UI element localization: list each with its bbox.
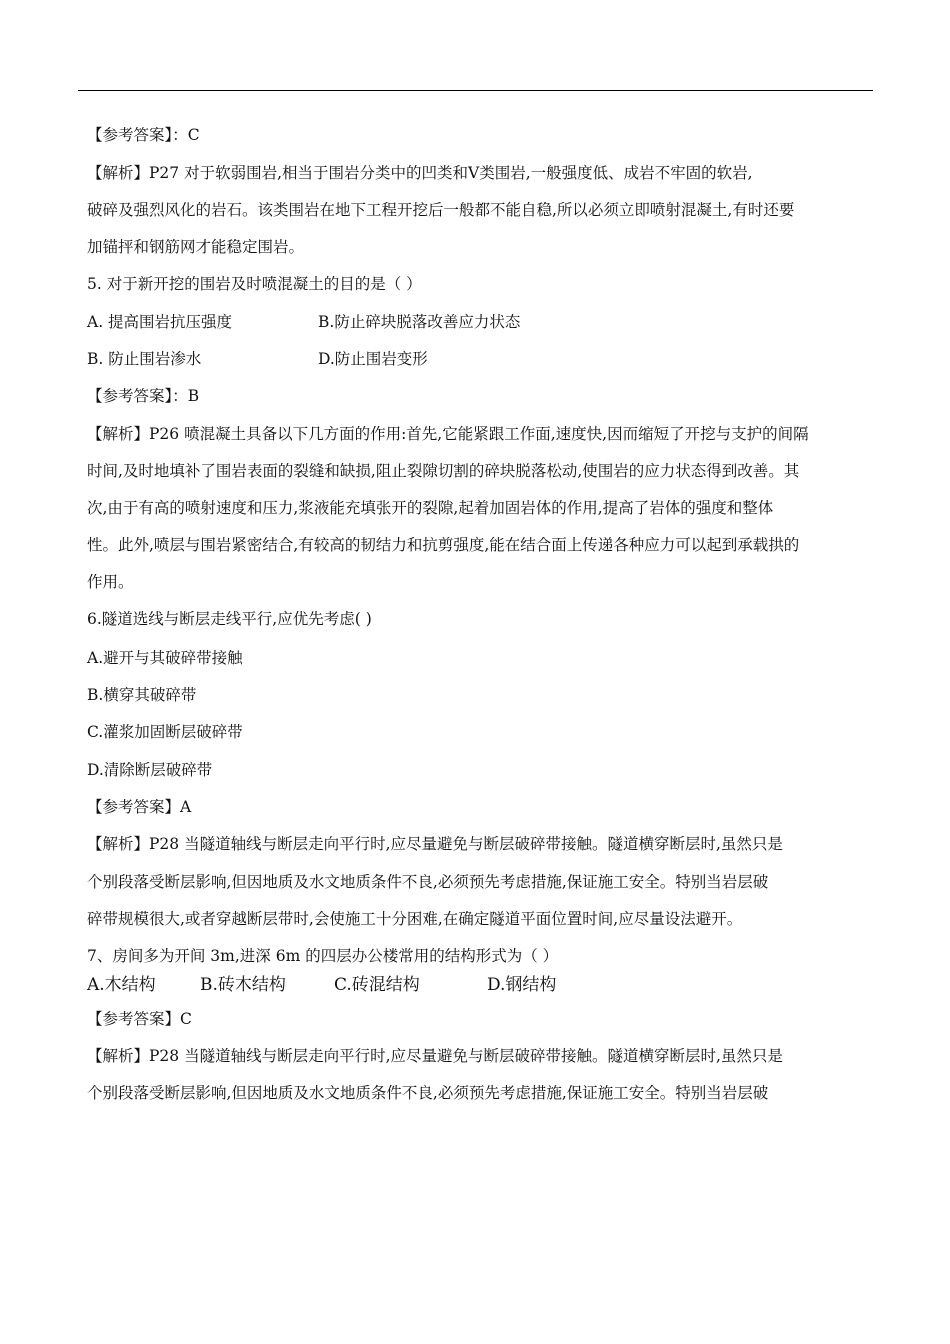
q7-option-c: C.砖混结构 [334, 975, 420, 995]
q7-answer: 【参考答案】C [87, 1010, 192, 1028]
q6-option: B.横穿其破碎带 [87, 686, 197, 704]
q7-option-b: B.砖木结构 [200, 975, 286, 995]
q5-analysis-line: 次,由于有高的喷射速度和压力,浆液能充填张开的裂隙,起着加固岩体的作用,提高了岩体的强度和整体 [87, 499, 774, 517]
q6-option: C.灌浆加固断层破碎带 [87, 723, 243, 741]
q5-analysis-line: 【解析】P26 喷混凝土具备以下几方面的作用:首先,它能紧跟工作面,速度快,因而缩短了开挖与支护的间隔 [87, 425, 809, 443]
q7-question: 7、房间多为开间 3m,进深 6m 的四层办公楼常用的结构形式为（ ） [87, 947, 559, 965]
q4-analysis-line: 破碎及强烈风化的岩石。该类围岩在地下工程开挖后一般都不能自稳,所以必须立即喷射混凝土,有时还要 [87, 201, 795, 219]
q7-analysis-line: 【解析】P28 当隧道轴线与断层走向平行时,应尽量避免与断层破碎带接触。隧道横穿断层时,虽然只是 [87, 1047, 783, 1065]
q6-option: A.避开与其破碎带接触 [87, 649, 243, 667]
q6-analysis-line: 个别段落受断层影响,但因地质及水文地质条件不良,必须预先考虑措施,保证施工安全。特别当岩层破 [87, 873, 769, 891]
q5-analysis-line: 作用。 [87, 573, 134, 591]
q4-analysis-line: 【解析】P27 对于软弱围岩,相当于围岩分类中的凹类和Ⅴ类围岩,一般强度低、成岩不牢固的软岩, [87, 164, 753, 182]
q5-option-d: D.防止围岩变形 [318, 350, 428, 368]
q4-answer: 【参考答案】：C [87, 126, 200, 144]
q5-question: 5. 对于新开挖的围岩及时喷混凝土的目的是（ ） [87, 275, 422, 293]
header-rule [78, 90, 873, 91]
q5-analysis-line: 时间,及时地填补了围岩表面的裂缝和缺损,阻止裂隙切割的碎块脱落松动,使围岩的应力状态得到改善。其 [87, 462, 800, 480]
q7-option-a: A.木结构 [87, 975, 156, 995]
q6-analysis-line: 【解析】P28 当隧道轴线与断层走向平行时,应尽量避免与断层破碎带接触。隧道横穿断层时,虽然只是 [87, 835, 783, 853]
q6-answer: 【参考答案】A [87, 798, 192, 816]
q6-option: D.清除断层破碎带 [87, 761, 213, 779]
q5-option-c: B. 防止围岩渗水 [87, 350, 202, 368]
q6-question: 6.隧道选线与断层走线平行,应优先考虑( ) [87, 610, 372, 628]
q7-analysis-line: 个别段落受断层影响,但因地质及水文地质条件不良,必须预先考虑措施,保证施工安全。特别当岩层破 [87, 1084, 769, 1102]
q5-answer: 【参考答案】：B [87, 387, 200, 405]
q5-analysis-line: 性。此外,喷层与围岩紧密结合,有较高的韧结力和抗剪强度,能在结合面上传递各种应力可以起到承载拱的 [87, 536, 800, 554]
q4-analysis-line: 加锚抨和钢筋网才能稳定围岩。 [87, 238, 305, 256]
q7-option-d: D.钢结构 [487, 975, 557, 995]
q6-analysis-line: 碎带规模很大,或者穿越断层带时,会使施工十分困难,在确定隧道平面位置时间,应尽量设法避开。 [87, 910, 743, 928]
q5-option-a: A. 提高围岩抗压强度 [87, 313, 233, 331]
q5-option-b: B.防止碎块脱落改善应力状态 [318, 313, 521, 331]
